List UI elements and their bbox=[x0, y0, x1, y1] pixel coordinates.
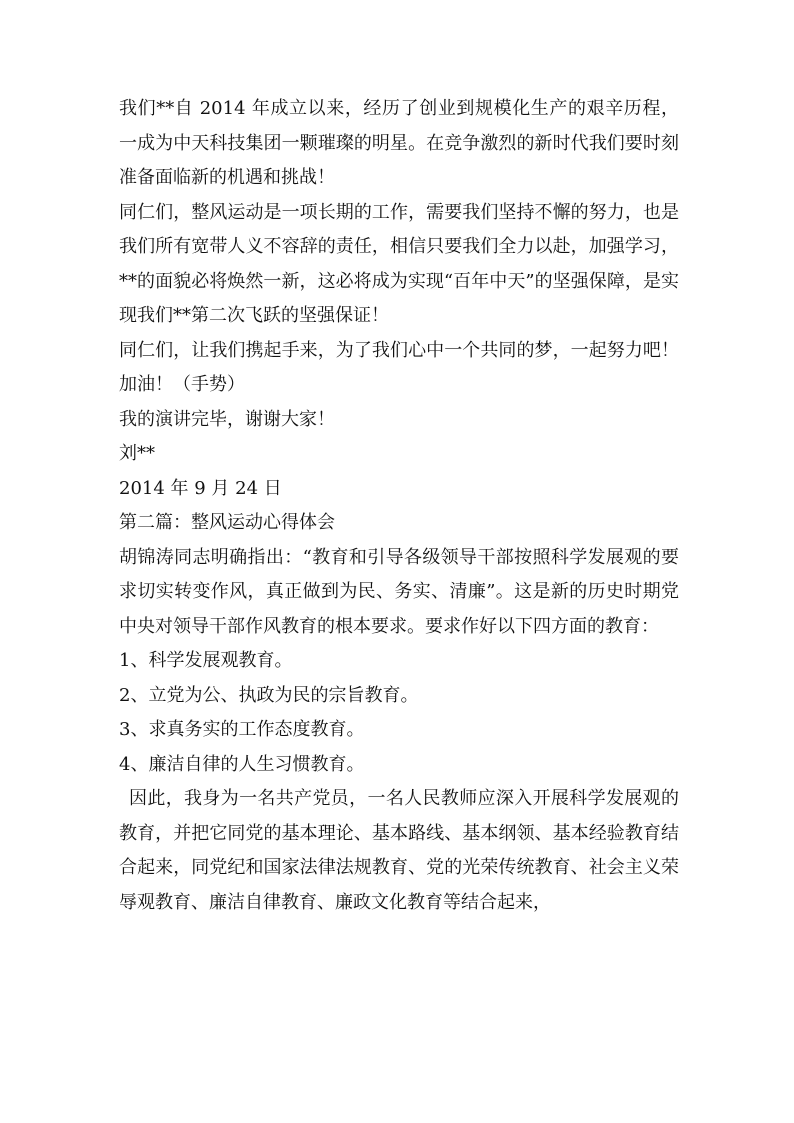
list-item: 4、廉洁自律的人生习惯教育。 bbox=[119, 753, 365, 775]
paragraph-closing-call: 同仁们，让我们携起手来，为了我们心中一个共同的梦，一起努力吧！加油！（手势） bbox=[119, 339, 679, 395]
author-name: 刘** bbox=[119, 443, 155, 464]
list-item: 1、科学发展观教育。 bbox=[119, 650, 293, 671]
paragraph-rectification-work: 同仁们，整风运动是一项长期的工作，需要我们坚持不懈的努力，也是我们所有宽带人义不容辞的责任，相信只要我们全力以赴，加强学习，**的面貌必将焕然一新，这必将成为实现“百年中天”的坚强保障，是实现我们**第二次飞跃的坚强保证！ bbox=[119, 201, 679, 326]
document-page bbox=[119, 92, 679, 920]
paragraph-conclusion: 因此，我身为一名共产党员，一名人民教师应深入开展科学发展观的教育，并把它同党的基本理论、基本路线、基本纲领、基本经验教育结合起来，同党纪和国家法律法规教育、党的光荣传统教育、社会主义荣辱观教育、廉洁自律教育、廉政文化教育等结合起来， bbox=[119, 788, 679, 913]
paragraph-speech-end: 我的演讲完毕，谢谢大家！ bbox=[119, 408, 335, 430]
list-item: 3、求真务实的工作态度教育。 bbox=[119, 719, 365, 740]
section-heading: 第二篇：整风运动心得体会 bbox=[119, 512, 335, 533]
list-item: 2、立党为公、执政为民的宗旨教育。 bbox=[119, 684, 419, 706]
paragraph-company-history: 我们**自 2014 年成立以来，经历了创业到规模化生产的艰辛历程，一成为中天科技集团一颗璀璨的明星。在竞争激烈的新时代我们要时刻准备面临新的机遇和挑战！ bbox=[119, 98, 679, 188]
document-date: 2014 年 9 月 24 日 bbox=[119, 477, 282, 499]
paragraph-quote: 胡锦涛同志明确指出：“教育和引导各级领导干部按照科学发展观的要求切实转变作风，真正做到为民、务实、清廉”。这是新的历史时期党中央对领导干部作风教育的根本要求。要求作好以下四方面的教育： bbox=[119, 546, 679, 637]
